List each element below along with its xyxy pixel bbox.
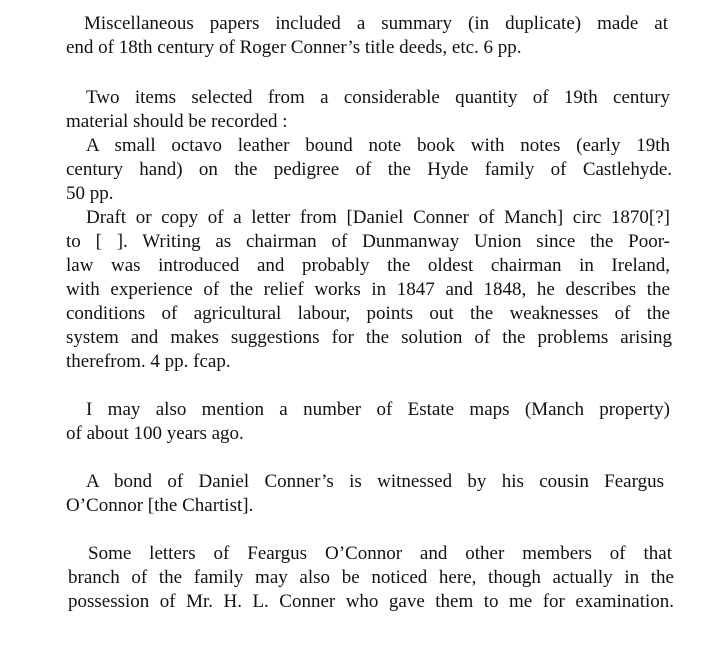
draft-letter-line-4: with experience of the relief works in 1847 and 1848, he describes the — [66, 279, 670, 300]
misc-line-2: end of 18th century of Roger Conner’s title deeds, etc. 6 pp. — [66, 37, 522, 58]
bond-line-2: O’Connor [the Chartist]. — [66, 495, 254, 516]
note-book-line-3: 50 pp. — [66, 183, 114, 204]
misc-line-1: Miscellaneous papers included a summary (in duplicate) made at — [84, 13, 668, 34]
draft-letter-line-7: therefrom. 4 pp. fcap. — [66, 351, 231, 372]
draft-letter-line-1: Draft or copy of a letter from [Daniel Conner of Manch] circ 1870[?] — [86, 207, 670, 228]
two-items-line-1: Two items selected from a considerable quantity of 19th century — [86, 87, 670, 108]
draft-letter-line-2: to [ ]. Writing as chairman of Dunmanway Union since the Poor- — [66, 231, 670, 252]
note-book-line-2: century hand) on the pedigree of the Hyde family of Castlehyde. — [66, 159, 672, 180]
letters-line-1: Some letters of Feargus O’Connor and other members of that — [88, 543, 672, 564]
letters-line-2: branch of the family may also be noticed here, though actually in the — [68, 567, 674, 588]
draft-letter-line-6: system and makes suggestions for the solution of the problems arising — [66, 327, 672, 348]
note-book-line-1: A small octavo leather bound note book with notes (early 19th — [86, 135, 670, 156]
estate-maps-line-2: of about 100 years ago. — [66, 423, 244, 444]
estate-maps-line-1: I may also mention a number of Estate maps (Manch property) — [86, 399, 670, 420]
letters-line-3: possession of Mr. H. L. Conner who gave them to me for examination. — [68, 591, 674, 612]
draft-letter-line-5: conditions of agricultural labour, points out the weaknesses of the — [66, 303, 670, 324]
bond-line-1: A bond of Daniel Conner’s is witnessed by his cousin Feargus — [86, 471, 664, 492]
two-items-line-2: material should be recorded : — [66, 111, 288, 132]
draft-letter-line-3: law was introduced and probably the oldest chairman in Ireland, — [66, 255, 670, 276]
